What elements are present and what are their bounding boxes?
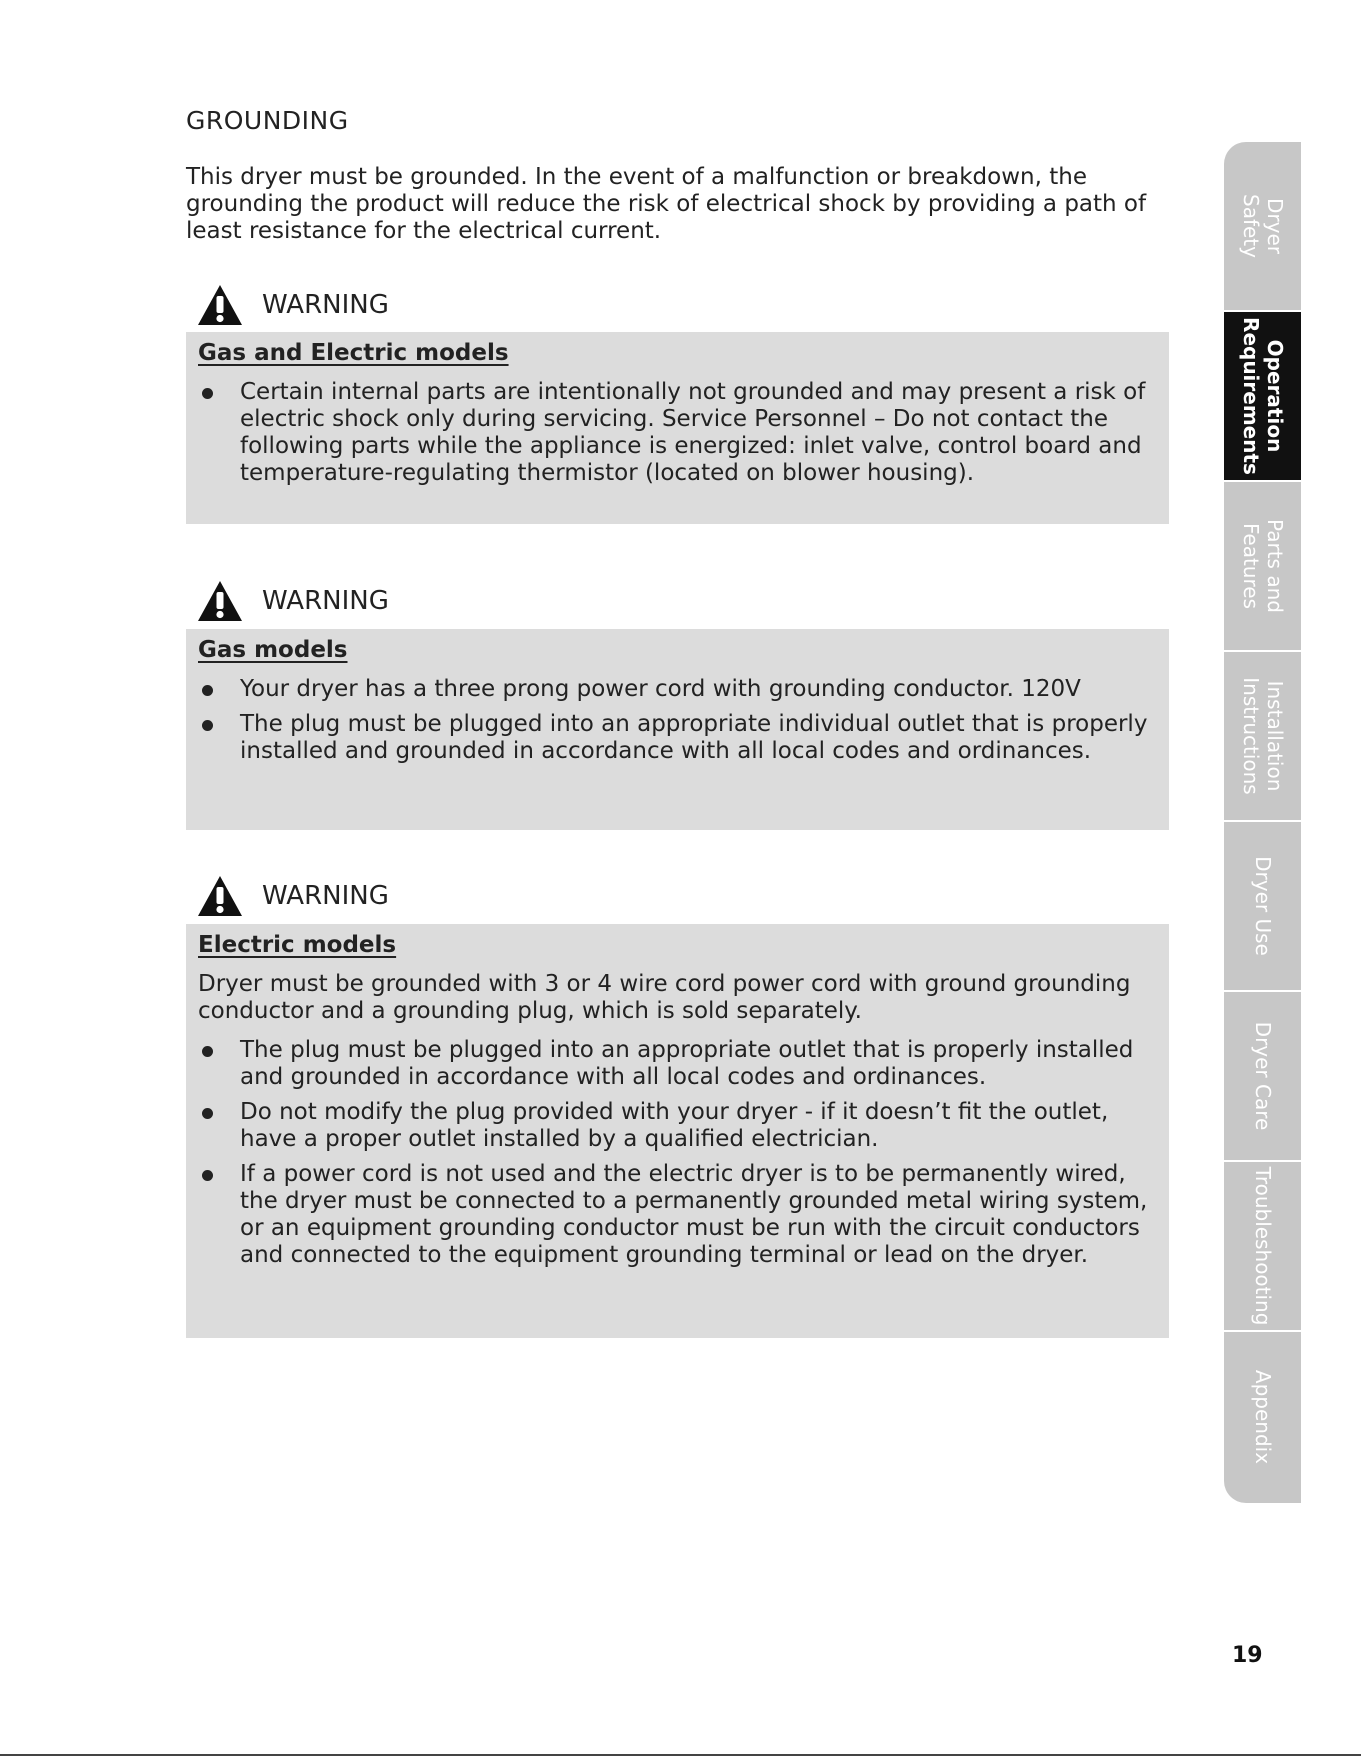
tab-label: Dryer Use bbox=[1250, 856, 1275, 956]
warning-bullet-list bbox=[198, 676, 1155, 765]
warning-box-gas bbox=[186, 629, 1169, 830]
tab-operation-requirements[interactable] bbox=[1224, 312, 1301, 482]
warning-box-title: Gas and Electric models bbox=[198, 340, 509, 366]
warning-bullet-list bbox=[198, 1037, 1155, 1269]
tab-troubleshooting[interactable] bbox=[1224, 1162, 1301, 1332]
warning-label: WARNING bbox=[262, 290, 389, 320]
warning-triangle-icon bbox=[196, 579, 244, 623]
tab-parts-and-features[interactable] bbox=[1224, 482, 1301, 652]
warning-label: WARNING bbox=[262, 881, 389, 911]
warning-heading bbox=[196, 579, 389, 623]
bullet-item: If a power cord is not used and the electric dryer is to be permanently wired, the dryer must be connected to a permanently grounded metal wiring system, or an equipment grounding conductor must be run with the circuit conductors and connected to the equipment grounding terminal or lead on the dryer. bbox=[198, 1161, 1155, 1269]
tab-label: Parts and Features bbox=[1238, 519, 1287, 613]
tab-label: Dryer Care bbox=[1250, 1021, 1275, 1131]
intro-paragraph: This dryer must be grounded. In the event of a malfunction or breakdown, the grounding the product will reduce the risk of electrical shock by providing a path of least resistance for the electrical current. bbox=[186, 164, 1147, 244]
bullet-item: Do not modify the plug provided with your dryer - if it doesn’t fit the outlet, have a proper outlet installed by a qualified electrician. bbox=[198, 1099, 1155, 1153]
bullet-item: The plug must be plugged into an appropriate outlet that is properly installed and grounded in accordance with all local codes and ordinances. bbox=[198, 1037, 1155, 1091]
warning-box-electric bbox=[186, 924, 1169, 1338]
warning-box-gas-electric bbox=[186, 332, 1169, 524]
tab-label: Troubleshooting bbox=[1250, 1166, 1275, 1326]
section-tabs bbox=[1224, 142, 1301, 1503]
section-heading: GROUNDING bbox=[186, 106, 349, 135]
bottom-divider bbox=[0, 1754, 1361, 1756]
bullet-item: Certain internal parts are intentionally not grounded and may present a risk of electric shock only during servicing. Service Personnel – Do not contact the following parts while the appliance is energized: inlet valve, control board and temperature-regulating thermistor (located on blower housing). bbox=[198, 379, 1155, 487]
tab-label: Dryer Safety bbox=[1238, 194, 1287, 258]
warning-bullet-list bbox=[198, 379, 1155, 487]
bullet-item: Your dryer has a three prong power cord with grounding conductor. 120V bbox=[198, 676, 1155, 703]
tab-label: Installation Instructions bbox=[1238, 677, 1287, 795]
tab-installation-instructions[interactable] bbox=[1224, 652, 1301, 822]
page-number: 19 bbox=[1232, 1643, 1263, 1668]
tab-label: Appendix bbox=[1250, 1369, 1275, 1465]
tab-label: Operation Requirements bbox=[1238, 317, 1287, 475]
warning-paragraph: Dryer must be grounded with 3 or 4 wire cord power cord with ground grounding conductor and a grounding plug, which is sold separately. bbox=[198, 971, 1131, 1024]
tab-dryer-use[interactable] bbox=[1224, 822, 1301, 992]
warning-heading bbox=[196, 283, 389, 327]
warning-label: WARNING bbox=[262, 586, 389, 616]
tab-dryer-care[interactable] bbox=[1224, 992, 1301, 1162]
warning-heading bbox=[196, 874, 389, 918]
warning-box-title: Electric models bbox=[198, 932, 397, 958]
tab-dryer-safety[interactable] bbox=[1224, 142, 1301, 312]
warning-triangle-icon bbox=[196, 283, 244, 327]
tab-appendix[interactable] bbox=[1224, 1332, 1301, 1502]
bullet-item: The plug must be plugged into an appropriate individual outlet that is properly installed and grounded in accordance with all local codes and ordinances. bbox=[198, 711, 1155, 765]
warning-triangle-icon bbox=[196, 874, 244, 918]
warning-box-title: Gas models bbox=[198, 637, 348, 663]
